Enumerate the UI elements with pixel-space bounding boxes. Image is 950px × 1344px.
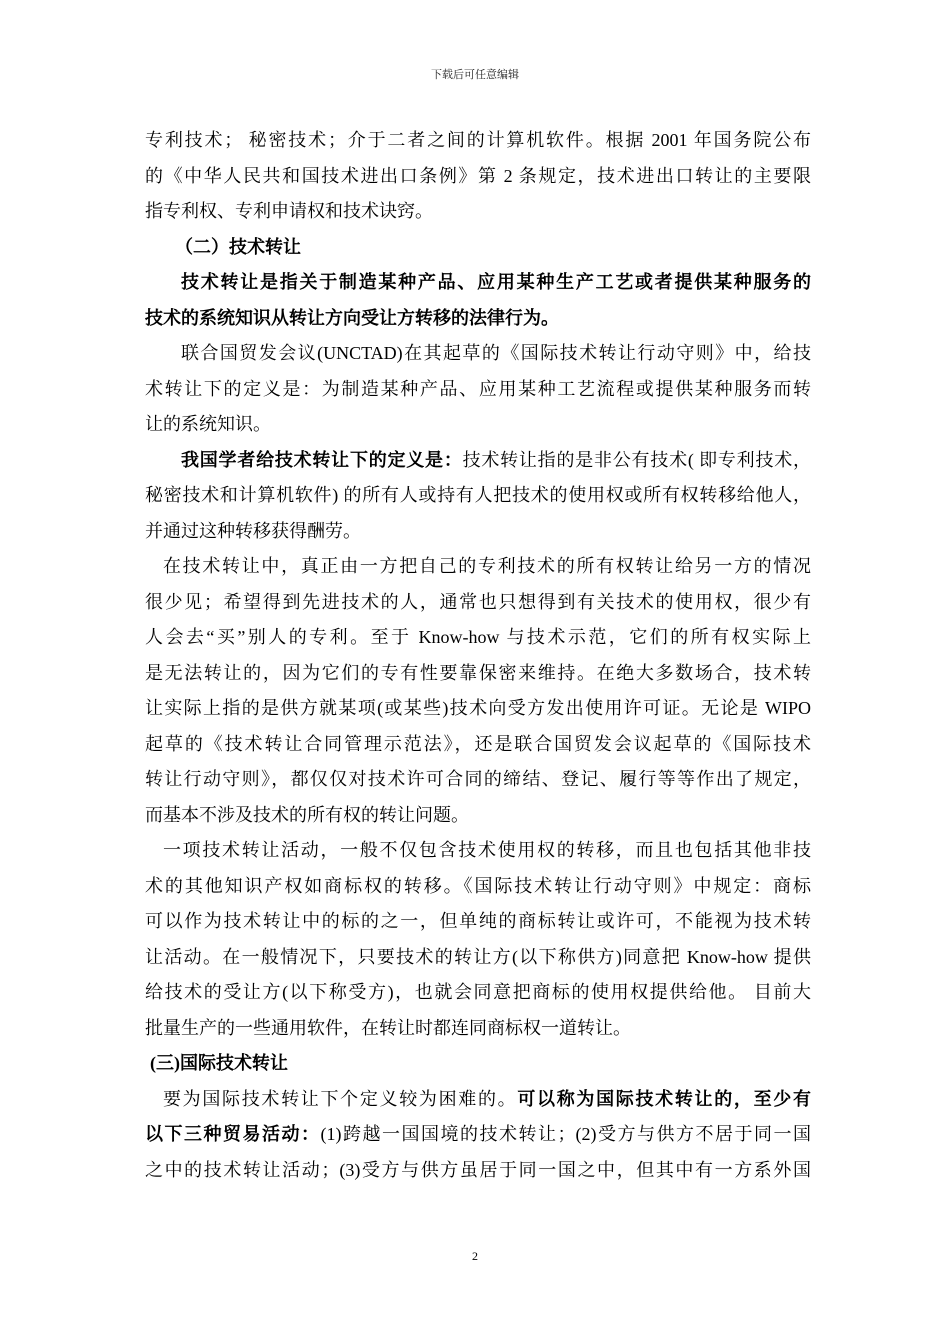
text-line: 而基本不涉及技术的所有权的转让问题。: [145, 804, 469, 825]
definition-lead: 我国学者给技术转让下的定义是：: [181, 449, 463, 470]
text-line: 的《中华人民共和国技术进出口条例》第 2 条规定，技术进出口转让的主要限: [145, 165, 811, 186]
page-header: 下载后可任意编辑: [431, 68, 519, 81]
section-heading: （二）技术转让: [175, 236, 301, 257]
text-line: 联合国贸发会议(UNCTAD)在其起草的《国际技术转让行动守则》中，给技: [181, 343, 811, 363]
text-line: 批量生产的一些通用软件，在转让时都连同商标权一道转让。: [145, 1017, 631, 1038]
text-span-bold: 可以称为国际技术转让的，至少有: [517, 1088, 811, 1109]
text-line: 一项技术转让活动，一般不仅包含技术使用权的转移，而且也包括其他非技: [163, 840, 811, 860]
document-body: [145, 123, 811, 1188]
text-line: 起草的《技术转让合同管理示范法》，还是联合国贸发会议起草的《国际技术: [145, 733, 811, 754]
text-line: [145, 443, 811, 479]
text-line: 在技术转让中，真正由一方把自己的专利技术的所有权转让给另一方的情况: [163, 556, 811, 576]
text-line: 人会去“买”别人的专利。至于 Know-how 与技术示范，它们的所有权实际上: [145, 627, 811, 647]
text-line: 并通过这种转移获得酬劳。: [145, 520, 361, 541]
text-line: 让活动。在一般情况下，只要技术的转让方(以下称供方)同意把 Know-how 提供: [145, 946, 811, 967]
text-line: 专利技术； 秘密技术；介于二者之间的计算机软件。根据 2001 年国务院公布: [145, 130, 811, 150]
text-line: 给技术的受让方(以下称受方)，也就会同意把商标的使用权提供给他。 目前大: [145, 982, 811, 1002]
text-line: [145, 1117, 811, 1153]
text-line: [145, 1082, 811, 1118]
page-number: 2: [472, 1249, 478, 1263]
text-line: 很少见；希望得到先进技术的人，通常也只想得到有关技术的使用权，很少有: [145, 591, 811, 612]
text-line: 秘密技术和计算机软件) 的所有人或持有人把技术的使用权或所有权转移给他人，: [145, 485, 811, 505]
text-span: 技术转让指的是非公有技术( 即专利技术，: [462, 449, 811, 470]
text-line: 术的其他知识产权如商标权的转移。《国际技术转让行动守则》中规定：商标: [145, 875, 811, 896]
text-line: 技术的系统知识从转让方向受让方转移的法律行为。: [145, 307, 559, 328]
text-line: 术转让下的定义是：为制造某种产品、应用某种工艺流程或提供某种服务而转: [145, 378, 811, 399]
text-span-bold: 以下三种贸易活动：: [145, 1124, 321, 1144]
text-line: 让实际上指的是供方就某项(或某些)技术向受方发出使用许可证。无论是 WIPO: [145, 698, 811, 718]
text-line: 让的系统知识。: [145, 414, 271, 434]
section-heading: (三)国际技术转让: [150, 1053, 288, 1073]
text-line: 技术转让是指关于制造某种产品、应用某种生产工艺或者提供某种服务的: [181, 272, 811, 292]
text-line: 是无法转让的，因为它们的专有性要靠保密来维持。在绝大多数场合，技术转: [145, 662, 811, 683]
text-span: (1)跨越一国国境的技术转让；(2)受方与供方不居于同一国: [320, 1124, 812, 1144]
text-line: 之中的技术转让活动；(3)受方与供方虽居于同一国之中，但其中有一方系外国: [145, 1159, 811, 1180]
text-line: 可以作为技术转让中的标的之一，但单纯的商标转让或许可，不能视为技术转: [145, 911, 811, 931]
text-line: 转让行动守则》，都仅仅对技术许可合同的缔结、登记、履行等等作出了规定，: [145, 769, 811, 789]
text-span: 要为国际技术转让下个定义较为困难的。: [163, 1088, 518, 1109]
text-line: 指专利权、专利申请权和技术诀窍。: [145, 201, 433, 221]
